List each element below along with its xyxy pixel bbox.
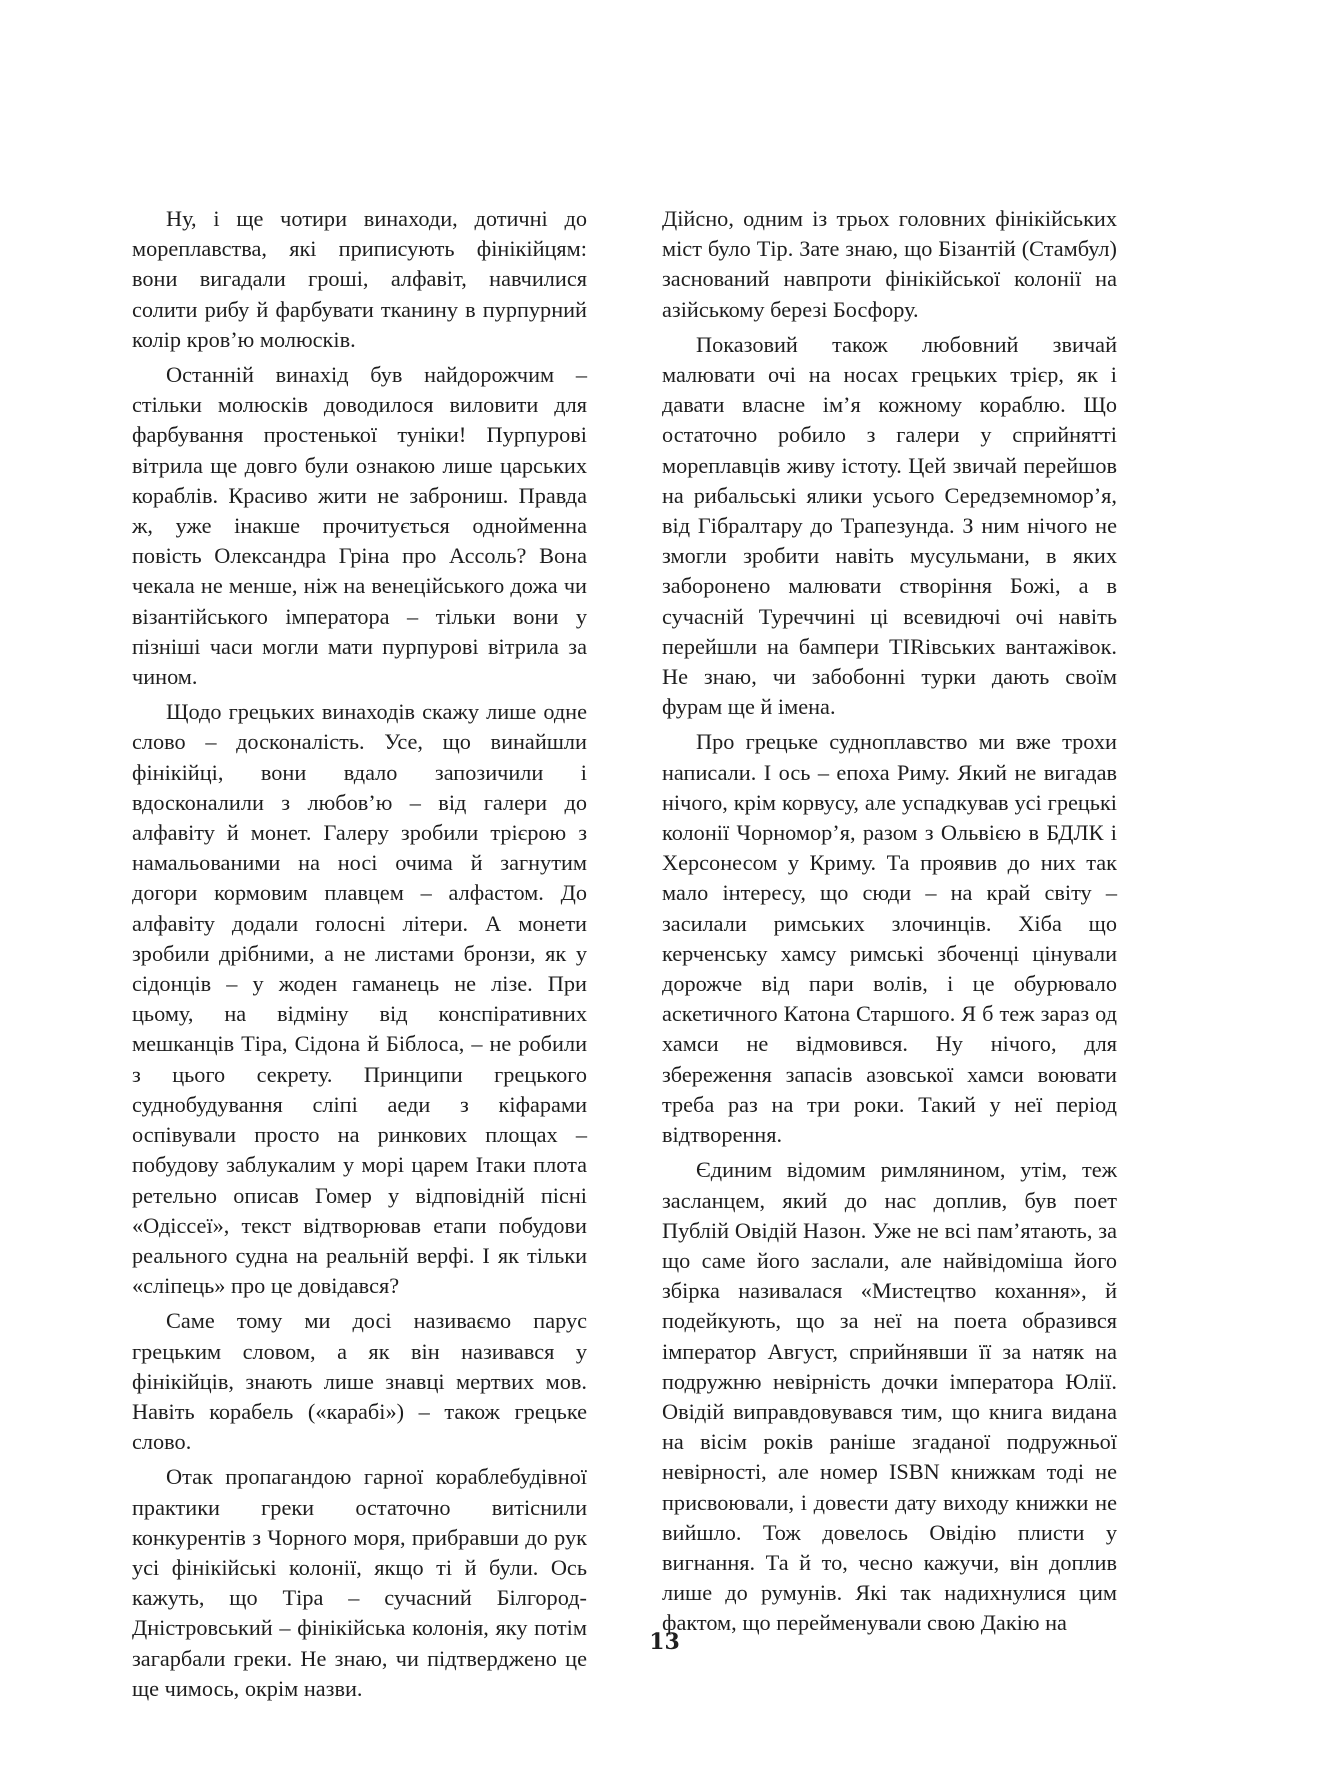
right-text-column xyxy=(662,204,1117,1644)
page-number: 13 xyxy=(649,1629,680,1655)
paragraph: Отак пропагандою гарної кораблебудівної практики греки остаточно витіснили конкурентів з Чорного моря, прибравши до рук усі фінікійські колонії, якщо ті й були. Ось кажуть, що Тіра – сучасний Білгород-Дністровський – фінікійська колонія, яку потім загарбали греки. Не знаю, чи підтверджено це ще чимось, окрім назви. xyxy=(132,1464,587,1701)
paragraph: Про грецьке судноплавство ми вже трохи написали. І ось – епоха Риму. Який не вигадав нічого, крім корвусу, але успадкував усі грецькі колонії Чорномор’я, разом з Ольвією в БДЛК і Херсонесом у Криму. Та проявив до них так мало інтересу, що сюди – на край світу – засилали римських злочинців. Хіба що керченську хамсу римські збоченці цінували дорожче від пари волів, і це обурювало аскетичного Катона Старшого. Я б теж зараз од хамси не відмовився. Ну нічого, для збереження запасів азовської хамси воювати треба раз на три роки. Такий у неї період відтворення. xyxy=(662,729,1117,1148)
paragraph: Саме тому ми досі називаємо парус грецьким словом, а як він називався у фінікійців, знають лише знавці мертвих мов. Навіть корабель («карабі») – також грецьке слово. xyxy=(132,1308,587,1455)
paragraph: Єдиним відомим римлянином, утім, теж засланцем, який до нас доплив, був поет Публій Овідій Назон. Уже не всі пам’ятають, за що саме його заслали, але найвідоміша його збірка називалася «Мистецтво кохання», й подейкують, що за неї на поета образився імператор Август, сприйнявши її за натяк на подружню невірність дочки імператора Юлії. Овідій виправдовувався тим, що книга видана на вісім років раніше згаданої подружньої невірності, але номер ISBN книжкам тоді не присвоювали, і довести дату виходу книжки не вийшло. Тож довелось Овідію плисти у вигнання. Та й то, чесно кажучи, він доплив лише до румунів. Які так надихнулися цим фактом, що перейменували свою Дакію на xyxy=(662,1157,1117,1636)
paragraph: Ну, і ще чотири винаходи, дотичні до мореплавства, які приписують фінікійцям: вони вигадали гроші, алфавіт, навчилися солити рибу й фарбувати тканину в пурпурний колір кров’ю молюсків. xyxy=(132,206,587,352)
paragraph: Щодо грецьких винаходів скажу лише одне слово – досконалість. Усе, що винайшли фінікійці, вони вдало запозичили і вдосконалили з любов’ю – від галери до алфавіту й монет. Галеру зробили трієрою з намальованими на носі очима й загнутим догори кормовим плавцем – алфастом. До алфавіту додали голосні літери. А монети зробили дрібними, а не листами бронзи, як у сідонців – у жоден гаманець не лізе. При цьому, на відміну від конспіративних мешканців Тіра, Сідона й Біблоса, – не робили з цього секрету. Принципи грецького суднобудування сліпі аеди з кіфарами оспівували просто на ринкових площах – побудову заблукалим у морі царем Ітаки плота ретельно описав Гомер у відповідній пісні «Одіссеї», текст відтворював етапи побудови реального судна на реальній верфі. І як тільки «сліпець» про це довідався? xyxy=(132,699,587,1299)
paragraph: Останній винахід був найдорожчим – стільки молюсків доводилося виловити для фарбування простенької туніки! Пурпурові вітрила ще довго були ознакою лише царських кораблів. Красиво жити не заброниш. Правда ж, уже інакше прочитується однойменна повість Олександра Гріна про Ассоль? Вона чекала не менше, ніж на венеційського дожа чи візантійського імператора – тільки вони у пізніші часи могли мати пурпурові вітрила за чином. xyxy=(132,362,587,690)
paragraph-continuation: Дійсно, одним із трьох головних фінікійських міст було Тір. Зате знаю, що Бізантій (Стамбул) заснований навпроти фінікійської колонії на азійському березі Босфору. xyxy=(662,206,1117,322)
paragraph: Показовий також любовний звичай малювати очі на носах грецьких трієр, як і давати власне ім’я кожному кораблю. Що остаточно робило з галери у сприйнятті мореплавців живу істоту. Цей звичай перейшов на рибальські ялики усього Середземномор’я, від Гібралтару до Трапезунда. З ним нічого не змогли зробити навіть мусульмани, в яких заборонено малювати створіння Божі, а в сучасній Туреччині ці всевидючі очі навіть перейшли на бампери TIRівських вантажівок. Не знаю, чи забобонні турки дають своїм фурам ще й імена. xyxy=(662,331,1117,720)
left-text-column xyxy=(132,204,587,1709)
